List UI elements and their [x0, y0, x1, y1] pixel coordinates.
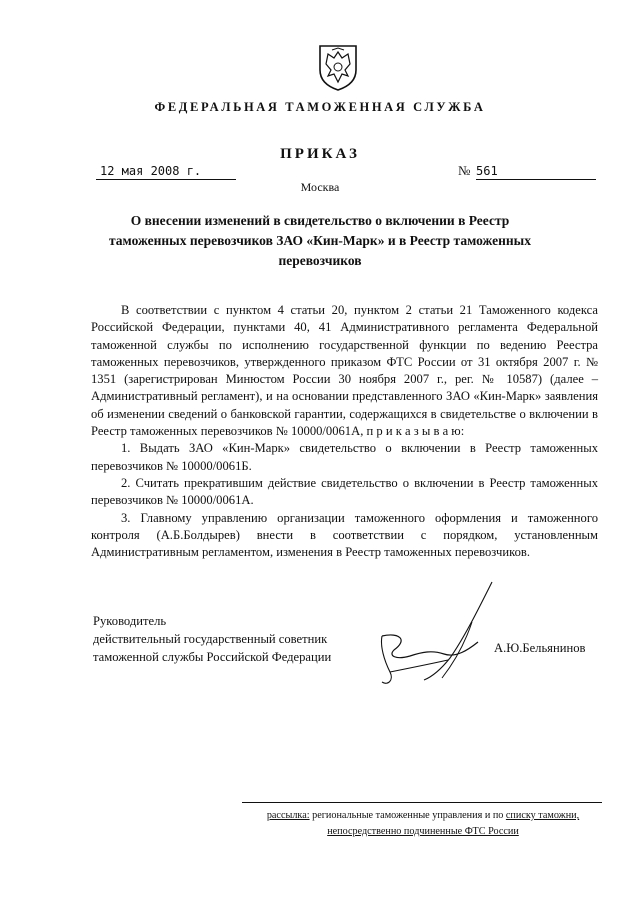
number-sign: №: [458, 163, 471, 178]
order-word: п р и к а з ы в а ю:: [366, 424, 465, 439]
distribution-label: рассылка:: [266, 810, 310, 821]
order-date: 12 мая 2008 г.: [96, 163, 236, 180]
order-number: [458, 163, 598, 180]
signatory-name: А.Ю.Бельянинов: [494, 641, 586, 655]
document-type: ПРИКАЗ: [280, 146, 360, 162]
order-item-3: 3. Главному управлению организации таможенного оформления и таможенного контроля (А.Б.Болдырев) внести в соответствии с порядком, установленным Административным регламентом, изменения в Реестр таможенных перевозчиков.: [91, 510, 598, 560]
number-value: 561: [476, 163, 596, 180]
distribution-text-a: региональные таможенные управления и по: [309, 810, 506, 821]
signatory-line-3: таможенной службы Российской Федерации: [93, 650, 332, 664]
handwritten-signature: [360, 580, 500, 710]
order-subject: О внесении изменений в свидетельство о включении в Реестр таможенных перевозчиков ЗАО «Кин-Марк» и в Реестр таможенных перевозчиков: [109, 213, 531, 268]
signatory-title: [93, 612, 331, 666]
distribution-link: списку таможни,: [505, 810, 580, 821]
agency-name: ФЕДЕРАЛЬНАЯ ТАМОЖЕННАЯ СЛУЖБА: [154, 100, 486, 114]
distribution-text-b: непосредственно подчиненные ФТС России: [327, 826, 519, 837]
signatory-line-2: действительный государственный советник: [93, 632, 328, 646]
order-item-1: 1. Выдать ЗАО «Кин-Марк» свидетельство о включении в Реестр таможенных перевозчиков № 10000/0061Б.: [91, 441, 598, 473]
distribution-list: [242, 808, 604, 840]
order-item-2: 2. Считать прекратившим действие свидетельство о включении в Реестр таможенных перевозчиков № 10000/0061А.: [91, 475, 598, 508]
signatory-line-1: Руководитель: [93, 614, 167, 628]
state-emblem-icon: [316, 40, 360, 92]
preamble-text: В соответствии с пунктом 4 статьи 20, пунктом 2 статьи 21 Таможенного кодекса Российской Федерации, пунктами 40, 41 Административного регламента Федеральной таможенной службы по исполнению государственной функции по ведению Реестра таможенных перевозчиков, утвержденного приказом ФТС России от 31 октября 2007 г. № 1351 (зарегистрирован Минюстом России 30 ноября 2007 г., рег. № 10587) (далее – Административный регламент), и на основании представленного ЗАО «Кин-Марк» заявления об изменении сведений о банковской гарантии, содержащихся в свидетельстве о включении в Реестр таможенных перевозчиков № 10000/0061А,: [91, 303, 598, 439]
preamble-paragraph: [91, 302, 598, 440]
city: Москва: [300, 180, 340, 194]
footer-divider: [242, 802, 602, 803]
order-body: [91, 302, 598, 561]
